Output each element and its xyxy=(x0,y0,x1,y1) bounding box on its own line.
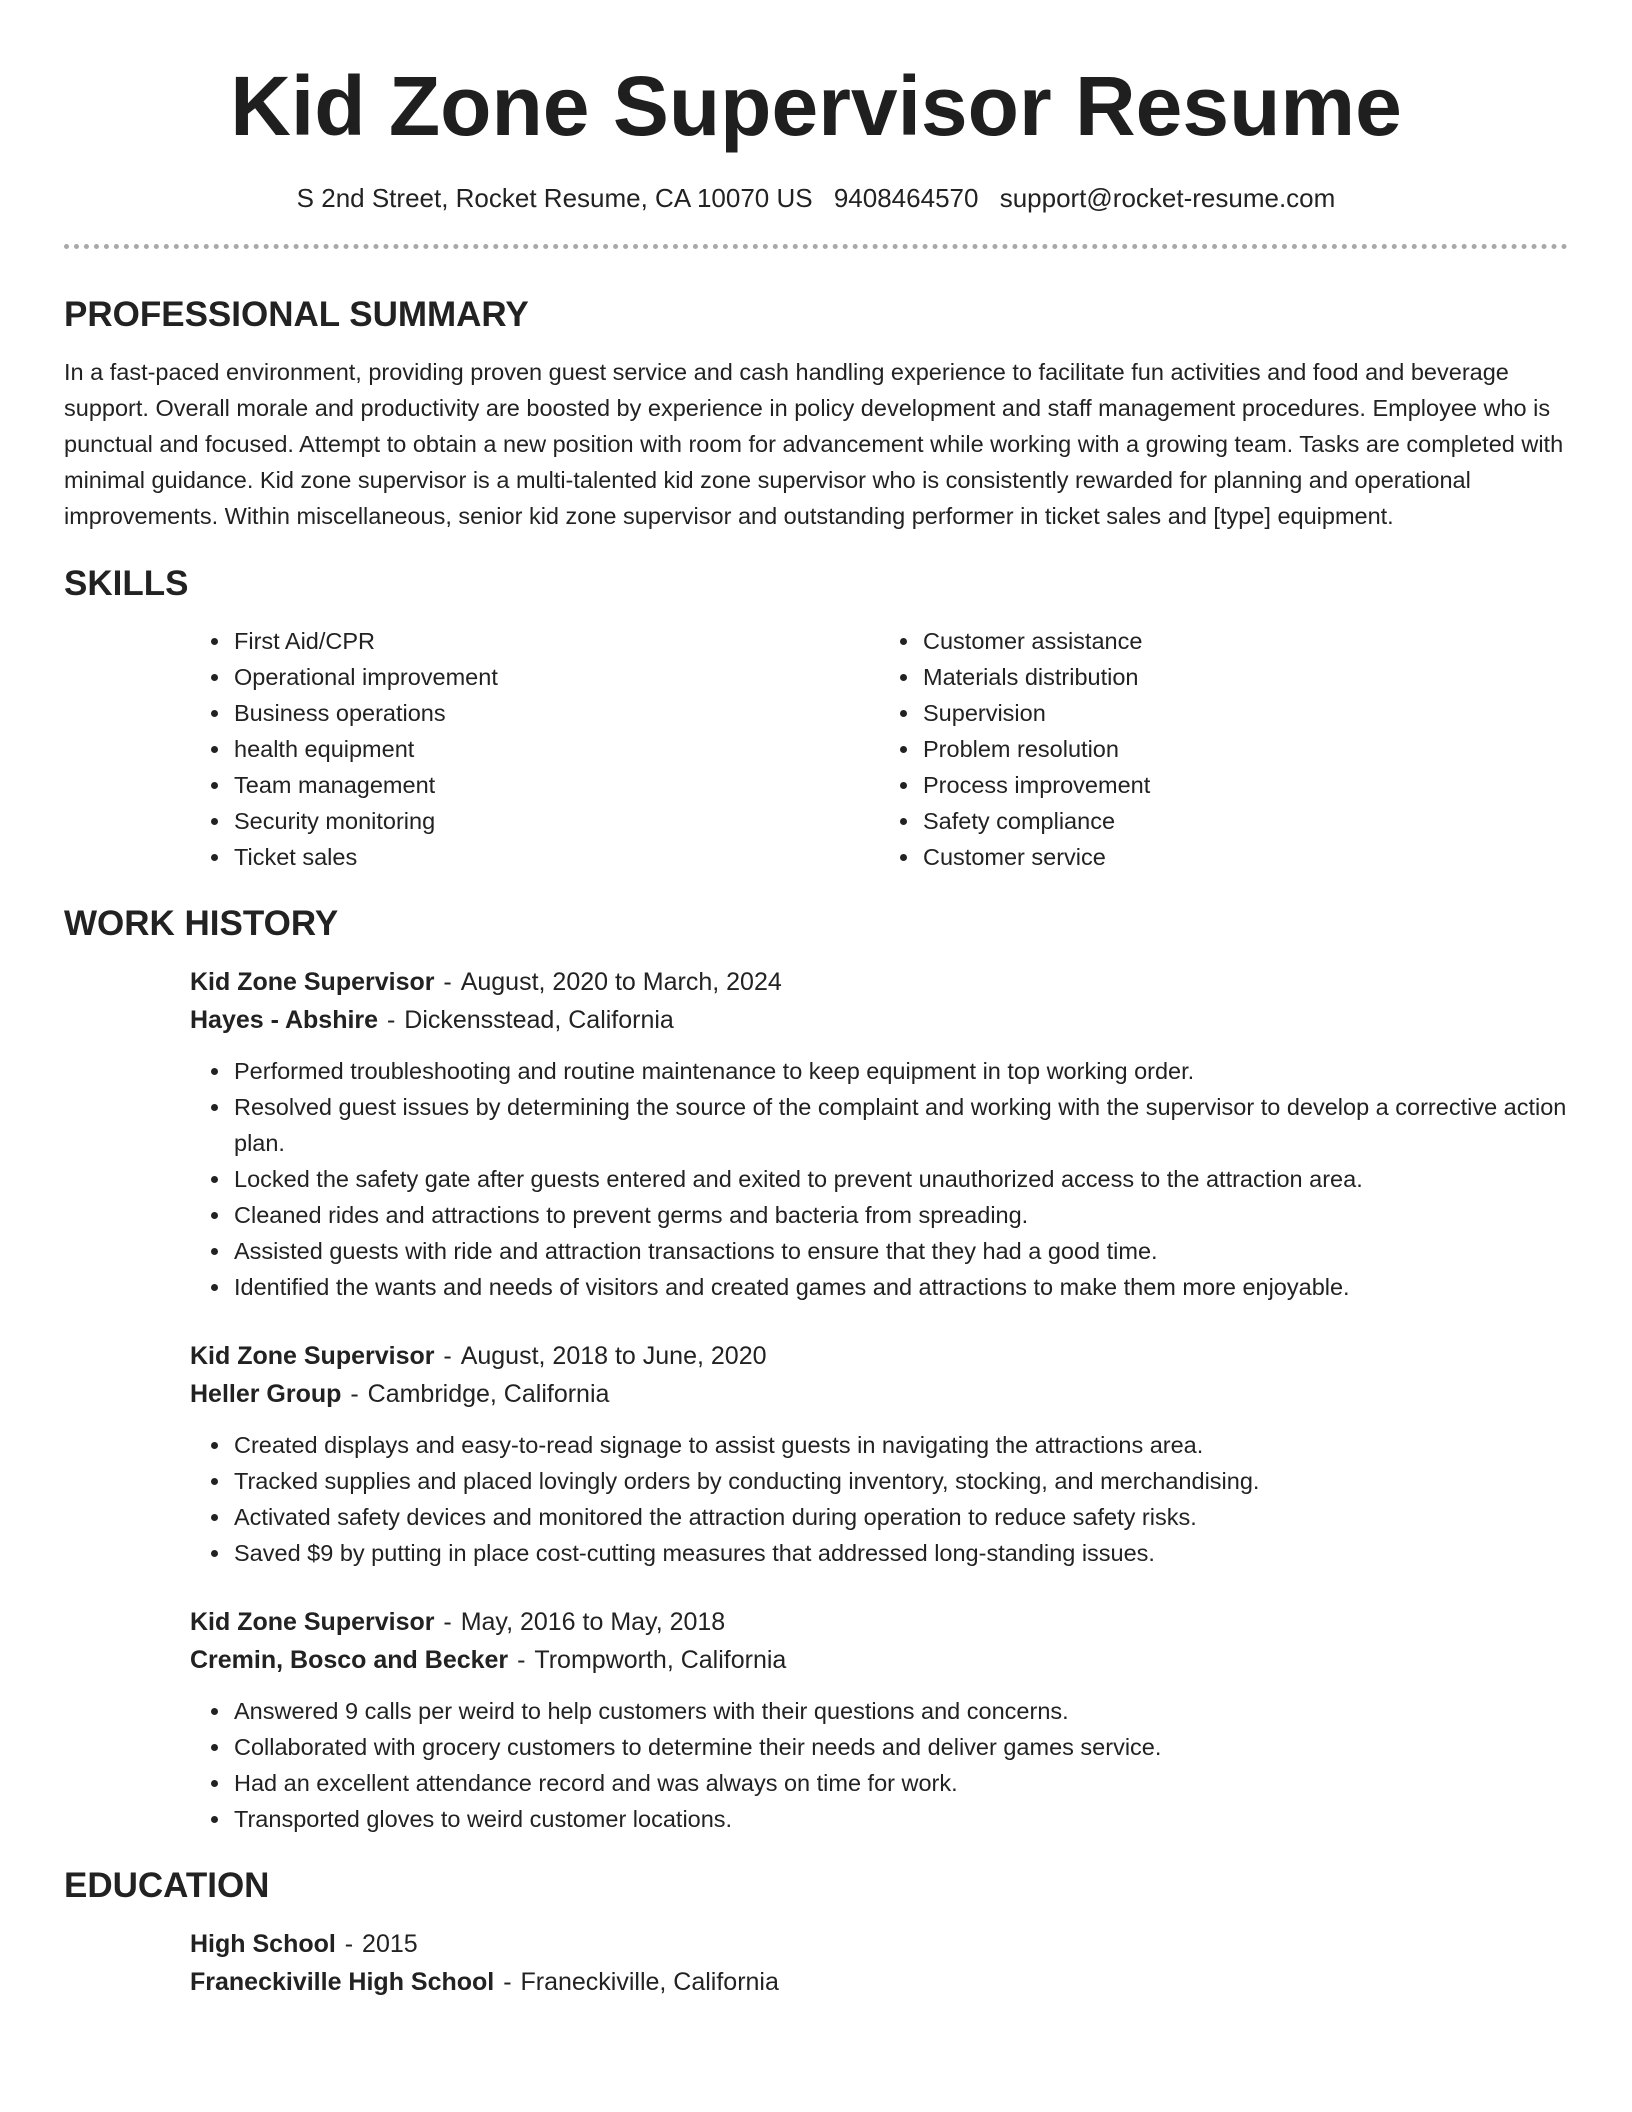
education-location: Franeckiville, California xyxy=(520,1968,779,1996)
list-item: • Cleaned rides and attractions to prevent germs and bacteria from spreading. xyxy=(232,1197,1568,1233)
work-history-section xyxy=(64,903,1568,1837)
resume-title: Kid Zone Supervisor Resume xyxy=(230,59,1402,153)
job-company: Hayes - Abshire xyxy=(190,1006,379,1034)
list-item: • Answered 9 calls per weird to help customers with their questions and concerns. xyxy=(232,1693,1568,1729)
contact-line xyxy=(64,182,1568,214)
job-bullets xyxy=(190,1693,1568,1837)
job-title: Kid Zone Supervisor xyxy=(190,1608,435,1636)
job-company: Heller Group xyxy=(190,1380,342,1408)
education-degree-line: High School - 2015 xyxy=(190,1930,418,1958)
education-heading: EDUCATION xyxy=(64,1866,270,1905)
list-item: • Materials distribution xyxy=(921,659,1568,695)
skills-column-right xyxy=(879,623,1568,875)
education-section xyxy=(64,1865,1568,2001)
list-item: • First Aid/CPR xyxy=(232,623,879,659)
list-item: • Identified the wants and needs of visitors and created games and attractions to make them more enjoyable. xyxy=(232,1269,1568,1305)
list-item: • Customer service xyxy=(921,839,1568,875)
resume-page xyxy=(64,0,1568,2001)
skills-list xyxy=(190,623,1568,875)
header-divider xyxy=(64,244,1568,249)
list-item: • Transported gloves to weird customer locations. xyxy=(232,1801,1568,1837)
job-title-line: Kid Zone Supervisor - May, 2016 to May, 2018 xyxy=(190,1608,726,1636)
education-degree: High School xyxy=(190,1930,336,1958)
job-company-line: Hayes - Abshire - Dickensstead, California xyxy=(190,1006,674,1034)
list-item: • Performed troubleshooting and routine maintenance to keep equipment in top working order. xyxy=(232,1053,1568,1089)
list-item: • Had an excellent attendance record and was always on time for work. xyxy=(232,1765,1568,1801)
job-title-line: Kid Zone Supervisor - August, 2020 to March, 2024 xyxy=(190,968,782,996)
education-school: Franeckiville High School xyxy=(190,1968,495,1996)
summary-text: In a fast-paced environment, providing proven guest service and cash handling experience to facilitate fun activities and food and beverage support. Overall morale and productivity are boosted by experience in policy development and staff management procedures. Employee who is punctual and focused. Attempt to obtain a new position with room for advancement while working with a growing team. Tasks are completed with minimal guidance. Kid zone supervisor is a multi-talented kid zone supervisor who is consistently rewarded for planning and operational improvements. Within miscellaneous, senior kid zone supervisor and outstanding performer in ticket sales and [type] equipment. xyxy=(64,359,1564,529)
summary-heading: PROFESSIONAL SUMMARY xyxy=(64,295,529,334)
education-entry xyxy=(190,1925,1568,2001)
summary-section xyxy=(64,294,1568,534)
list-item: • Locked the safety gate after guests entered and exited to prevent unauthorized access to the attraction area. xyxy=(232,1161,1568,1197)
contact-email: support@rocket-resume.com xyxy=(999,183,1336,213)
list-item: • Operational improvement xyxy=(232,659,879,695)
job-bullets xyxy=(190,1427,1568,1571)
job-location: Trompworth, California xyxy=(534,1646,787,1674)
list-item: • Safety compliance xyxy=(921,803,1568,839)
job-bullets xyxy=(190,1053,1568,1305)
job-title-line: Kid Zone Supervisor - August, 2018 to June, 2020 xyxy=(190,1342,767,1370)
job-entry xyxy=(190,1603,1568,1837)
job-location: Cambridge, California xyxy=(367,1380,610,1408)
job-location: Dickensstead, California xyxy=(404,1006,674,1034)
list-item: • Created displays and easy-to-read signage to assist guests in navigating the attractions area. xyxy=(232,1427,1568,1463)
list-item: • Collaborated with grocery customers to determine their needs and deliver games service. xyxy=(232,1729,1568,1765)
job-dates: May, 2016 to May, 2018 xyxy=(460,1608,726,1636)
list-item: • Activated safety devices and monitored the attraction during operation to reduce safety risks. xyxy=(232,1499,1568,1535)
contact-phone: 9408464570 xyxy=(833,183,979,213)
list-item: • Ticket sales xyxy=(232,839,879,875)
job-entry xyxy=(190,1337,1568,1571)
job-company: Cremin, Bosco and Becker xyxy=(190,1646,509,1674)
work-history-heading: WORK HISTORY xyxy=(64,904,339,943)
list-item: • Assisted guests with ride and attraction transactions to ensure that they had a good time. xyxy=(232,1233,1568,1269)
job-title: Kid Zone Supervisor xyxy=(190,968,435,996)
job-company-line: Cremin, Bosco and Becker - Trompworth, California xyxy=(190,1646,787,1674)
list-item: • Saved $9 by putting in place cost-cutting measures that addressed long-standing issues. xyxy=(232,1535,1568,1571)
list-item: • Problem resolution xyxy=(921,731,1568,767)
job-entry xyxy=(190,963,1568,1305)
skills-column-left xyxy=(190,623,879,875)
list-item: • Business operations xyxy=(232,695,879,731)
list-item: • health equipment xyxy=(232,731,879,767)
skills-heading: SKILLS xyxy=(64,564,189,603)
list-item: • Security monitoring xyxy=(232,803,879,839)
list-item: • Team management xyxy=(232,767,879,803)
skills-section xyxy=(64,563,1568,875)
list-item: • Customer assistance xyxy=(921,623,1568,659)
job-dates: August, 2020 to March, 2024 xyxy=(460,968,782,996)
job-company-line: Heller Group - Cambridge, California xyxy=(190,1380,610,1408)
list-item: • Supervision xyxy=(921,695,1568,731)
list-item: • Resolved guest issues by determining the source of the complaint and working with the supervisor to develop a corrective action plan. xyxy=(232,1089,1568,1161)
list-item: • Process improvement xyxy=(921,767,1568,803)
list-item: • Tracked supplies and placed lovingly orders by conducting inventory, stocking, and merchandising. xyxy=(232,1463,1568,1499)
education-school-line: Franeckiville High School - Franeckiville, California xyxy=(190,1968,779,1996)
job-title: Kid Zone Supervisor xyxy=(190,1342,435,1370)
education-year: 2015 xyxy=(362,1930,418,1958)
job-dates: August, 2018 to June, 2020 xyxy=(460,1342,767,1370)
contact-address: S 2nd Street, Rocket Resume, CA 10070 US xyxy=(296,183,813,213)
